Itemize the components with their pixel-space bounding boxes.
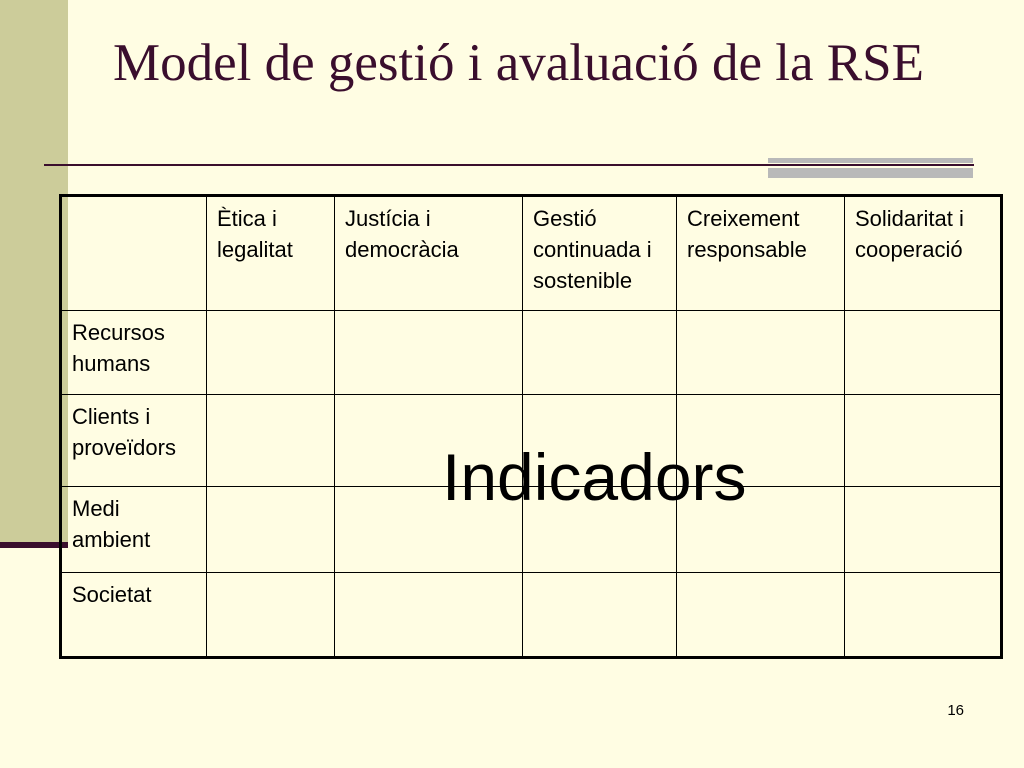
table-cell: [677, 573, 845, 658]
row-header: Recursos humans: [61, 311, 207, 395]
title-rule-accent: [768, 158, 973, 178]
column-header: Ètica i legalitat: [207, 196, 335, 311]
table-cell: [207, 573, 335, 658]
table-cell: [677, 311, 845, 395]
slide-title: Model de gestió i avaluació de la RSE: [113, 34, 924, 92]
table-cell: [845, 395, 1002, 487]
column-header: Creixement responsable: [677, 196, 845, 311]
table-cell: [845, 573, 1002, 658]
table-cell: [523, 573, 677, 658]
side-bar-accent: [0, 542, 68, 548]
row-header: Medi ambient: [61, 487, 207, 573]
table-row: [61, 573, 1002, 658]
corner-cell: [61, 196, 207, 311]
row-header: Clients i proveïdors: [61, 395, 207, 487]
header-row: [61, 196, 1002, 311]
table-cell: [845, 311, 1002, 395]
column-header: Justícia i democràcia: [335, 196, 523, 311]
column-header: Gestió continuada i sostenible: [523, 196, 677, 311]
table-cell: [335, 573, 523, 658]
table-cell: [845, 487, 1002, 573]
indicator-matrix: [59, 194, 1003, 659]
table-cell: [523, 311, 677, 395]
side-bar: [0, 0, 68, 546]
table-row: [61, 311, 1002, 395]
page-number: 16: [947, 702, 964, 719]
column-header: Solidaritat i cooperació: [845, 196, 1002, 311]
row-header: Societat: [61, 573, 207, 658]
table-cell: [335, 311, 523, 395]
table-cell: [207, 395, 335, 487]
indicators-label: Indicadors: [442, 440, 747, 514]
table-cell: [207, 487, 335, 573]
table-cell: [207, 311, 335, 395]
